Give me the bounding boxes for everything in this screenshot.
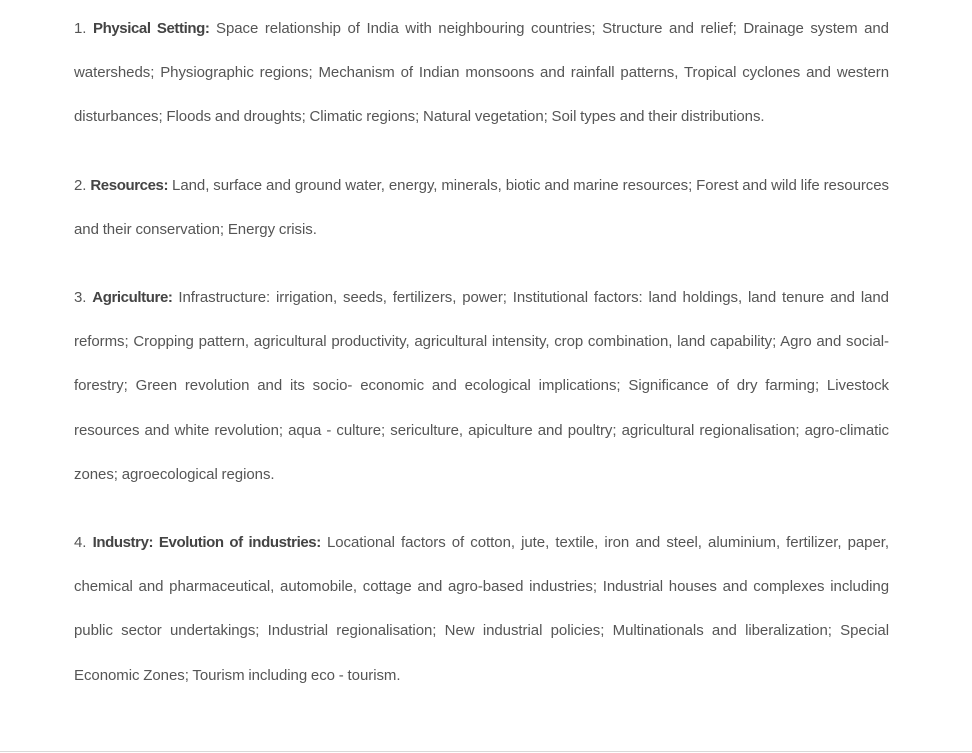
syllabus-item-resources (74, 164, 889, 252)
item-number: 2. (74, 176, 87, 194)
syllabus-item-industry (74, 521, 889, 698)
item-text: Locational factors of cotton, jute, textile, iron and steel, aluminium, fertilizer, paper, chemical and pharmaceutical, automobile, cottage and agro-based industries; Industrial houses and complexes including public sector undertakings; Industrial regionalisation; New industrial policies; Multinationals and liberalization; Special Economic Zones; Tourism including eco - tourism. (74, 534, 890, 684)
item-heading: Agriculture: (92, 289, 173, 307)
item-number: 3. (74, 289, 87, 307)
item-number: 1. (74, 20, 87, 37)
document-body (74, 7, 889, 722)
item-heading: Industry: Evolution of industries: (92, 534, 321, 552)
page-bottom-divider (0, 751, 972, 752)
item-number: 4. (74, 534, 87, 552)
item-text: Land, surface and ground water, energy, minerals, biotic and marine resources; Forest and wild life resources and their conservation; Energy crisis. (74, 176, 889, 238)
item-heading: Resources: (90, 176, 169, 194)
item-heading: Physical Setting: (92, 20, 210, 37)
syllabus-item-physical-setting (74, 7, 889, 140)
item-text: Space relationship of India with neighbouring countries; Structure and relief; Drainage system and watersheds; Physiographic regions; Mechanism of Indian monsoons and rainfall patterns, Tropical cyclones and western disturbances; Floods and droughts; Climatic regions; Natural vegetation; Soil types and their distributions. (74, 20, 889, 126)
item-text: Infrastructure: irrigation, seeds, fertilizers, power; Institutional factors: land holdings, land tenure and land reforms; Cropping pattern, agricultural productivity, agricultural intensity, crop combination, land capability; Agro and social-forestry; Green revolution and its socio- economic and ecological implications; Significance of dry farming; Livestock resources and white revolution; aqua - culture; sericulture, apiculture and poultry; agricultural regionalisation; agro-climatic zones; agroecological regions. (74, 289, 889, 483)
syllabus-item-agriculture (74, 276, 889, 497)
